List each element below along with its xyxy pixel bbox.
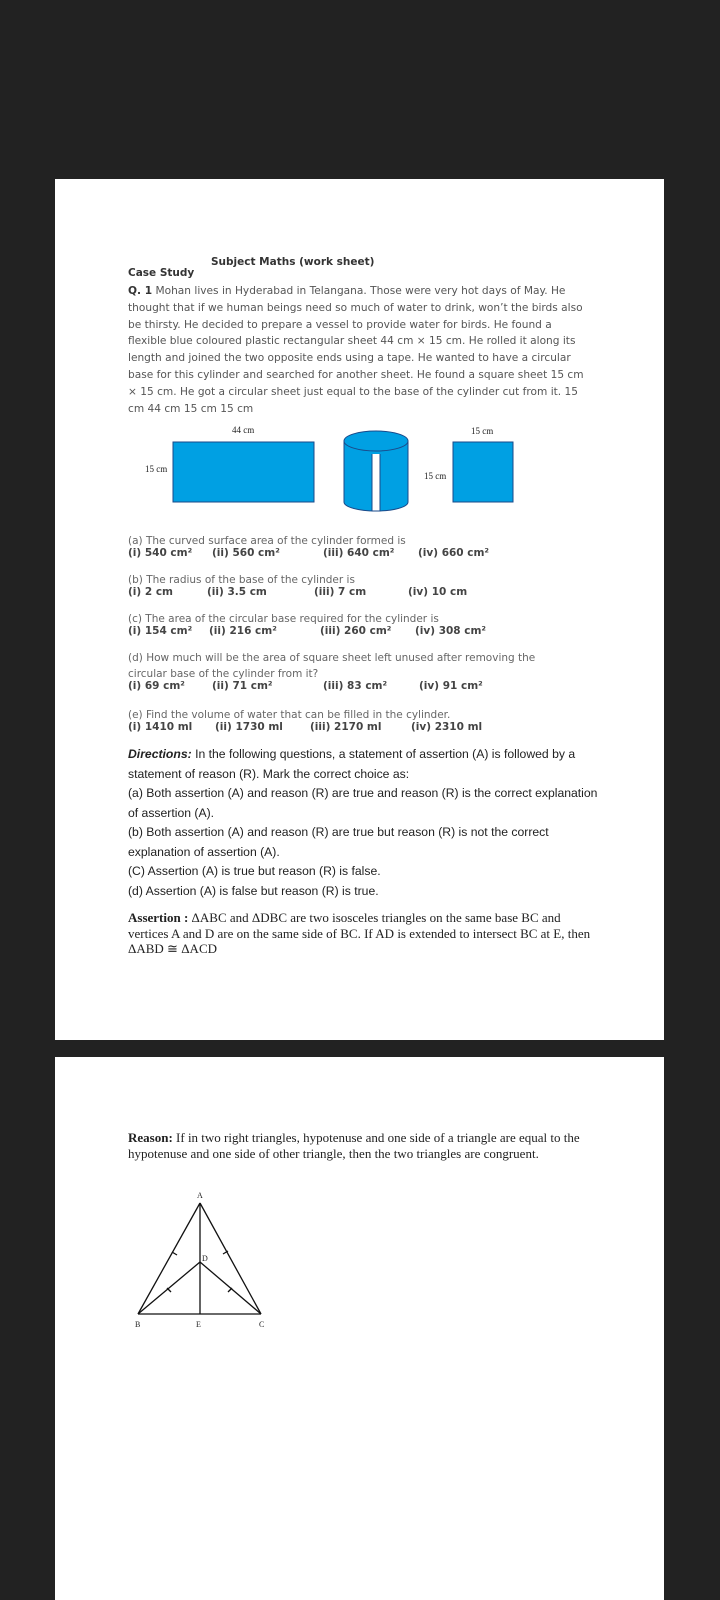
worksheet-page-1 — [55, 179, 664, 1040]
question-1-text — [128, 283, 588, 417]
side-ac — [200, 1203, 261, 1314]
side-cd — [200, 1262, 261, 1314]
option-e-ii: (ii) 1730 ml — [215, 721, 283, 733]
option-e-iii: (iii) 2170 ml — [310, 721, 382, 733]
option-d-i: (i) 69 cm² — [128, 680, 185, 692]
question-d-line2: circular base of the cylinder from it? — [128, 668, 319, 680]
option-e-i: (i) 1410 ml — [128, 721, 193, 733]
assertion-label: Assertion : — [128, 910, 189, 925]
reason-block — [128, 1130, 596, 1161]
reason-text: If in two right triangles, hypotenuse and one side of a triangle are equal to the hypotenuse and one side of other triangle, then the two triangles are congruent. — [128, 1130, 580, 1161]
directions-text: In the following questions, a statement of assertion (A) is followed by a statement of reason (R). Mark the correct choice as: — [128, 747, 576, 781]
question-e: (e) Find the volume of water that can be filled in the cylinder. — [128, 709, 451, 721]
option-c-iv: (iv) 308 cm² — [415, 625, 487, 637]
vertex-a-label: A — [197, 1191, 203, 1200]
square-sheet — [453, 442, 513, 502]
cylinder-side-label: 15 cm — [424, 471, 447, 481]
case-study-heading: Case Study — [128, 267, 195, 279]
tick-ab — [172, 1252, 177, 1255]
question-d-line1: (d) How much will be the area of square sheet left unused after removing the — [128, 652, 536, 664]
directions-block — [128, 745, 598, 901]
directions-choice-c: (C) Assertion (A) is true but reason (R) is false. — [128, 864, 381, 878]
directions-choice-a: (a) Both assertion (A) and reason (R) are true and reason (R) is the correct explanation of assertion (A). — [128, 786, 598, 820]
directions-choice-d: (d) Assertion (A) is false but reason (R) is true. — [128, 883, 379, 898]
directions-choice-b: (b) Both assertion (A) and reason (R) are true but reason (R) is not the correct explanation of assertion (A). — [128, 825, 549, 859]
side-bd — [138, 1262, 200, 1314]
directions-intro — [128, 745, 598, 784]
question-1-body: Mohan lives in Hyderabad in Telangana. Those were very hot days of May. He thought that if we human beings need so much of water to drink, won’t the birds also be thirsty. He decided to prepare a vessel to provide water for birds. He found a flexible blue coloured plastic rectangular sheet 44 cm × 15 cm. He rolled it along its length and joined the two opposite ends using a tape. He wanted to have a circular base for this cylinder and searched for another sheet. He found a square sheet 15 cm × 15 cm. He got a circular sheet just equal to the base of the cylinder cut from it. 15 cm 44 cm 15 cm 15 cm — [128, 285, 584, 415]
vertex-b-label: B — [135, 1320, 141, 1329]
option-d-ii: (ii) 71 cm² — [212, 680, 273, 692]
option-a-i: (i) 540 cm² — [128, 547, 193, 559]
reason-label: Reason: — [128, 1130, 173, 1145]
question-c: (c) The area of the circular base required for the cylinder is — [128, 613, 439, 625]
vertex-c-label: C — [259, 1320, 265, 1329]
option-c-i: (i) 154 cm² — [128, 625, 193, 637]
option-c-iii: (iii) 260 cm² — [320, 625, 392, 637]
side-ab — [138, 1203, 200, 1314]
rect-side-label: 15 cm — [145, 464, 168, 474]
option-b-iii: (iii) 7 cm — [314, 586, 367, 598]
question-a: (a) The curved surface area of the cylinder formed is — [128, 535, 406, 547]
question-1-number: Q. 1 — [128, 285, 153, 297]
triangle-figure — [130, 1187, 270, 1337]
rect-top-label: 44 cm — [232, 425, 255, 435]
option-b-ii: (ii) 3.5 cm — [207, 586, 267, 598]
option-b-i: (i) 2 cm — [128, 586, 173, 598]
option-a-iii: (iii) 640 cm² — [323, 547, 395, 559]
option-e-iv: (iv) 2310 ml — [411, 721, 483, 733]
tick-cd — [228, 1288, 232, 1292]
vertex-d-label: D — [202, 1254, 208, 1263]
option-d-iii: (iii) 83 cm² — [323, 680, 388, 692]
worksheet-title: Subject Maths (work sheet) — [211, 256, 375, 268]
vertex-e-label: E — [196, 1320, 201, 1329]
option-a-ii: (ii) 560 cm² — [212, 547, 280, 559]
option-a-iv: (iv) 660 cm² — [418, 547, 490, 559]
cylinder-figure — [128, 419, 528, 519]
option-b-iv: (iv) 10 cm — [408, 586, 468, 598]
question-b: (b) The radius of the base of the cylinder is — [128, 574, 355, 586]
cylinder-shape — [344, 431, 408, 511]
rectangular-sheet — [173, 442, 314, 502]
square-top-label: 15 cm — [471, 426, 494, 436]
worksheet-page-2 — [55, 1057, 664, 1600]
assertion-text: ΔABC and ΔDBC are two isosceles triangles on the same base BC and vertices A and D are on the same side of BC. If AD is extended to intersect BC at E, then ΔABD ≅ ΔACD — [128, 910, 591, 956]
option-c-ii: (ii) 216 cm² — [209, 625, 277, 637]
directions-label: Directions: — [128, 747, 192, 761]
assertion-block — [128, 910, 593, 957]
option-d-iv: (iv) 91 cm² — [419, 680, 483, 692]
